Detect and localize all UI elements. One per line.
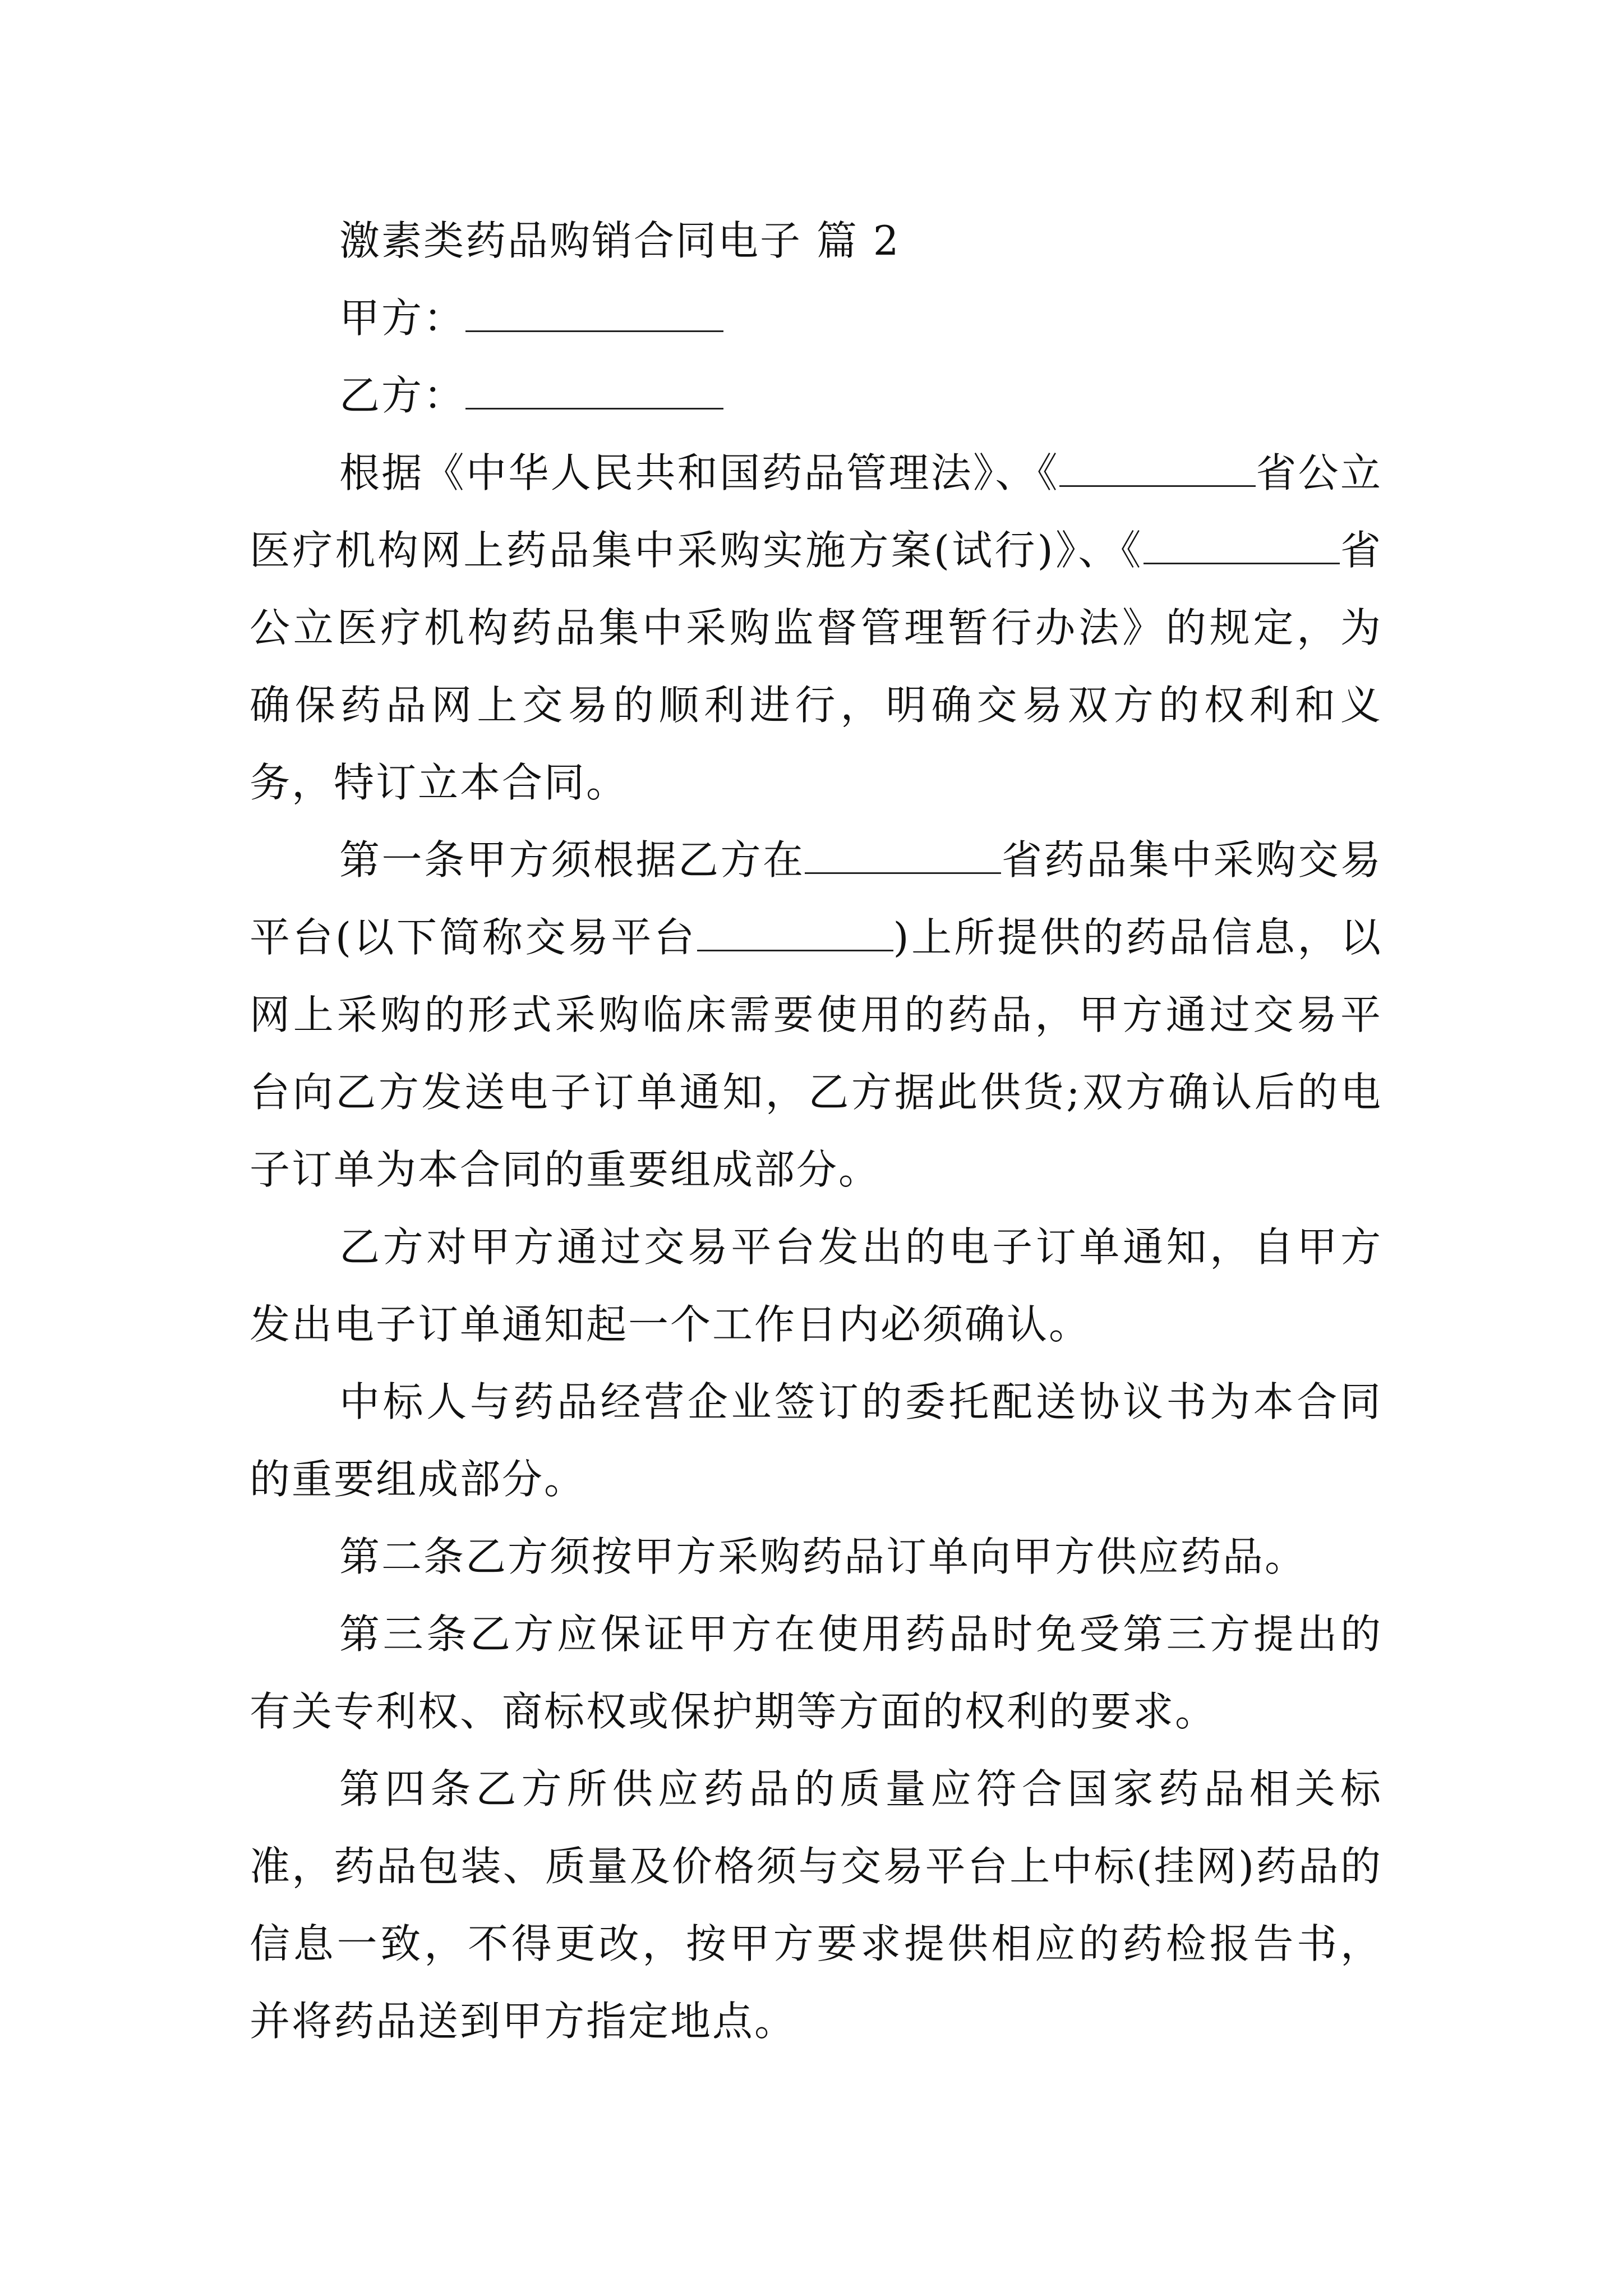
party-b-line — [250, 357, 1382, 434]
paragraph-basis-part-2: 省公立医疗机构网上药品集中采购实施方案(试行)》、《 — [250, 449, 1382, 574]
article-1-part-2: 省药品集中采购交易平台(以下简称交易平台 — [250, 836, 1382, 961]
paragraph-basis-part-3: 省公立医疗机构药品集中采购监督管理暂行办法》的规定，为确保药品网上交易的顺利进行，明确交易双方的权利和义务，特订立本合同。 — [250, 527, 1382, 806]
party-b-label: 乙方： — [339, 372, 466, 419]
paragraph-basis-part-1: 根据《中华人民共和国药品管理法》、《 — [339, 449, 1059, 496]
paragraph-article-3 — [250, 1595, 1382, 1750]
party-a-label: 甲方： — [339, 295, 466, 342]
party-a-line — [250, 279, 1382, 357]
party-b-blank — [465, 380, 723, 409]
paragraph-confirmation — [250, 1208, 1382, 1363]
title-text: 激素类药品购销合同电子 篇 2 — [339, 217, 901, 264]
article-4-text: 第四条乙方所供应药品的质量应符合国家药品相关标准，药品包装、质量及价格须与交易平台上中标(挂网)药品的信息一致，不得更改，按甲方要求提供相应的药检报告书，并将药品送到甲方指定地点。 — [250, 1765, 1382, 2045]
paragraph-article-1 — [250, 821, 1382, 1208]
province-blank-3 — [805, 844, 1001, 874]
document-body — [250, 202, 1382, 2060]
paragraph-delivery-agreement — [250, 1363, 1382, 1518]
paragraph-article-4 — [250, 1750, 1382, 2060]
province-blank-2 — [1144, 535, 1340, 564]
article-1-part-1: 第一条甲方须根据乙方在 — [339, 836, 805, 884]
party-a-blank — [465, 302, 723, 332]
platform-blank — [697, 922, 893, 951]
article-3-text: 第三条乙方应保证甲方在使用药品时免受第三方提出的有关专利权、商标权或保护期等方面的权利的要求。 — [250, 1611, 1382, 1735]
paragraph-basis — [250, 434, 1382, 821]
article-2-text: 第二条乙方须按甲方采购药品订单向甲方供应药品。 — [339, 1533, 1307, 1580]
province-blank-1 — [1059, 457, 1256, 487]
confirmation-text: 乙方对甲方通过交易平台发出的电子订单通知，自甲方发出电子订单通知起一个工作日内必须确认。 — [250, 1223, 1382, 1348]
document-title — [250, 202, 1382, 279]
paragraph-article-2 — [250, 1518, 1382, 1595]
article-1-part-3: )上所提供的药品信息，以网上采购的形式采购临床需要使用的药品，甲方通过交易平台向乙方发送电子订单通知，乙方据此供货;双方确认后的电子订单为本合同的重要组成部分。 — [250, 914, 1382, 1193]
delivery-agreement-text: 中标人与药品经营企业签订的委托配送协议书为本合同的重要组成部分。 — [250, 1378, 1382, 1503]
